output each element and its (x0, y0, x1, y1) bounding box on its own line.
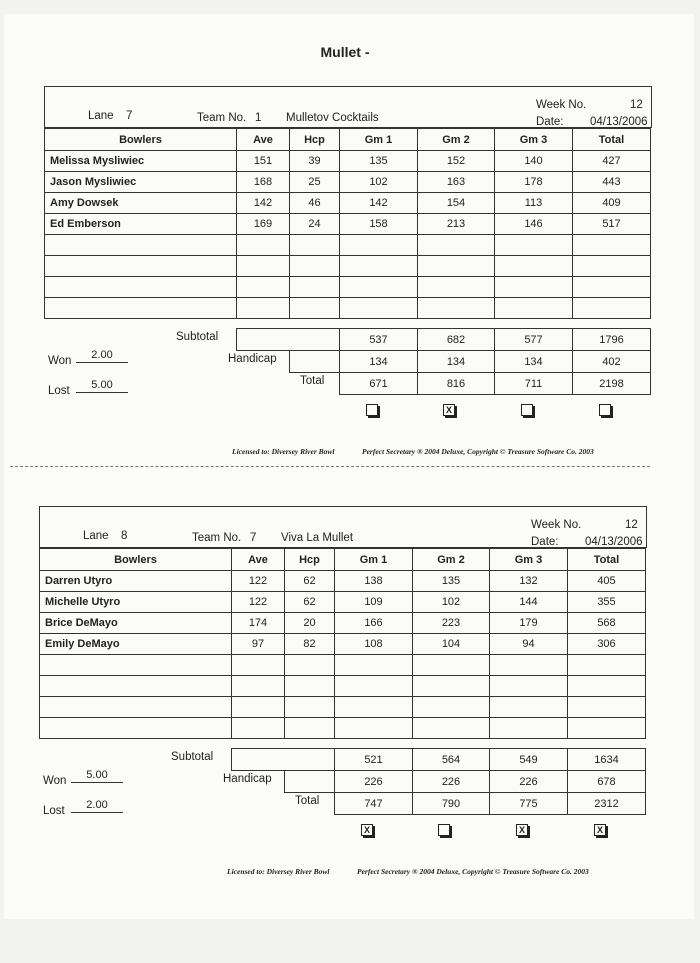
summary-table (334, 748, 646, 815)
score-ave (237, 277, 290, 298)
score-gm3 (490, 676, 568, 697)
score-ave (232, 676, 285, 697)
handicap-row-cell: 226 (413, 771, 490, 793)
score-gm1 (335, 697, 413, 718)
score-gm2 (418, 235, 495, 256)
score-total (573, 235, 651, 256)
total-row-cell: 671 (340, 373, 418, 395)
col-gm1-header: Gm 1 (340, 129, 418, 151)
score-gm1: 158 (340, 214, 418, 235)
handicap-row (335, 771, 646, 793)
score-gm2 (418, 277, 495, 298)
score-ave: 97 (232, 634, 285, 655)
team-no-value: 7 (250, 532, 257, 544)
score-gm1: 166 (335, 613, 413, 634)
score-gm3: 178 (495, 172, 573, 193)
score-gm3: 113 (495, 193, 573, 214)
score-hcp: 25 (290, 172, 340, 193)
score-gm1: 135 (340, 151, 418, 172)
score-gm3: 144 (490, 592, 568, 613)
score-ave: 142 (237, 193, 290, 214)
score-gm2: 102 (413, 592, 490, 613)
score-hcp: 82 (285, 634, 335, 655)
lane-label: Lane (83, 530, 109, 542)
subtotal-side-box (236, 328, 340, 351)
col-gm2-header: Gm 2 (418, 129, 495, 151)
bowler-row (40, 634, 646, 655)
col-ave-header: Ave (237, 129, 290, 151)
score-gm3 (490, 655, 568, 676)
score-ave (237, 256, 290, 277)
lane-label: Lane (88, 110, 114, 122)
total-row-cell: 816 (418, 373, 495, 395)
game-win-checkbox[interactable] (521, 404, 533, 416)
score-hcp (285, 718, 335, 739)
col-gm3-header: Gm 3 (490, 549, 568, 571)
subtotal-row-cell: 549 (490, 749, 568, 771)
score-gm1: 102 (340, 172, 418, 193)
score-gm3 (490, 697, 568, 718)
lane-value: 8 (121, 530, 128, 542)
score-gm1 (335, 655, 413, 676)
bowler-name: Melissa Mysliwiec (45, 151, 237, 172)
subtotal-label: Subtotal (176, 331, 219, 343)
total-row-cell: 711 (495, 373, 573, 395)
score-ave (232, 655, 285, 676)
license-text: Licensed to: Diversey River Bowl (227, 867, 330, 876)
handicap-row-cell: 678 (568, 771, 646, 793)
score-gm2 (413, 655, 490, 676)
col-total-header: Total (573, 129, 651, 151)
score-gm1: 109 (335, 592, 413, 613)
game-win-checkbox[interactable]: X (361, 824, 373, 836)
lane-value: 7 (126, 110, 133, 122)
score-total: 405 (568, 571, 646, 592)
empty-row (40, 676, 646, 697)
score-total: 568 (568, 613, 646, 634)
subtotal-row-cell: 564 (413, 749, 490, 771)
bowler-name (40, 655, 232, 676)
bowler-name (40, 718, 232, 739)
subtotal-label: Subtotal (171, 751, 214, 763)
score-gm3: 179 (490, 613, 568, 634)
col-gm2-header: Gm 2 (413, 549, 490, 571)
total-label: Total (300, 375, 325, 387)
bowler-row (40, 571, 646, 592)
subtotal-row-cell: 1634 (568, 749, 646, 771)
score-gm2: 163 (418, 172, 495, 193)
week-no-value: 12 (625, 519, 638, 531)
score-total: 443 (573, 172, 651, 193)
handicap-row-cell: 402 (573, 351, 651, 373)
score-hcp (290, 235, 340, 256)
bowler-row (45, 214, 651, 235)
date-value: 04/13/2006 (585, 536, 643, 548)
subtotal-row-cell: 682 (418, 329, 495, 351)
col-bowlers-header: Bowlers (45, 129, 237, 151)
score-gm1 (340, 235, 418, 256)
score-gm1 (340, 298, 418, 319)
score-ave: 122 (232, 571, 285, 592)
game-win-checkbox[interactable] (599, 404, 611, 416)
score-gm2 (418, 256, 495, 277)
score-total (568, 676, 646, 697)
score-gm1 (340, 256, 418, 277)
bowler-row (40, 613, 646, 634)
score-gm1: 108 (335, 634, 413, 655)
score-hcp (285, 655, 335, 676)
score-ave (237, 298, 290, 319)
handicap-side-box (284, 770, 335, 793)
bowler-name: Jason Mysliwiec (45, 172, 237, 193)
subtotal-row-cell: 1796 (573, 329, 651, 351)
score-hcp: 62 (285, 571, 335, 592)
game-win-checkbox[interactable]: X (516, 824, 528, 836)
score-total (568, 697, 646, 718)
handicap-row (340, 351, 651, 373)
score-total: 427 (573, 151, 651, 172)
bowler-name: Amy Dowsek (45, 193, 237, 214)
bowler-row (45, 172, 651, 193)
handicap-row-cell: 134 (495, 351, 573, 373)
score-gm3: 132 (490, 571, 568, 592)
col-gm1-header: Gm 1 (335, 549, 413, 571)
software-copyright: Perfect Secretary ® 2004 Deluxe, Copyright © Treasure Software Co. 2003 (357, 867, 589, 876)
empty-row (45, 256, 651, 277)
total-row-cell: 2312 (568, 793, 646, 815)
score-total (568, 655, 646, 676)
empty-row (45, 298, 651, 319)
score-hcp: 46 (290, 193, 340, 214)
bowler-name: Ed Emberson (45, 214, 237, 235)
team-name: Mulletov Cocktails (286, 112, 379, 124)
won-value: 5.00 (71, 769, 123, 783)
bowler-name (45, 256, 237, 277)
score-ave: 151 (237, 151, 290, 172)
bowler-table (44, 128, 651, 319)
score-gm2: 104 (413, 634, 490, 655)
total-row-cell: 2198 (573, 373, 651, 395)
score-hcp (290, 298, 340, 319)
empty-row (45, 235, 651, 256)
handicap-side-box (289, 350, 340, 373)
score-gm2: 152 (418, 151, 495, 172)
header-row (40, 549, 646, 571)
score-total (573, 277, 651, 298)
score-total (573, 256, 651, 277)
score-gm3 (495, 256, 573, 277)
bowler-name: Darren Utyro (40, 571, 232, 592)
score-gm1 (335, 676, 413, 697)
score-total: 409 (573, 193, 651, 214)
score-total (568, 718, 646, 739)
score-gm2 (418, 298, 495, 319)
date-label: Date: (536, 116, 564, 128)
team-no-label: Team No. (197, 112, 247, 124)
col-ave-header: Ave (232, 549, 285, 571)
score-gm2: 154 (418, 193, 495, 214)
bowler-row (45, 151, 651, 172)
won-value: 2.00 (76, 349, 128, 363)
empty-row (40, 655, 646, 676)
score-total: 355 (568, 592, 646, 613)
bowler-name: Michelle Utyro (40, 592, 232, 613)
score-gm2 (413, 676, 490, 697)
score-hcp: 39 (290, 151, 340, 172)
license-text: Licensed to: Diversey River Bowl (232, 447, 335, 456)
team-no-label: Team No. (192, 532, 242, 544)
score-gm3: 140 (495, 151, 573, 172)
score-total: 517 (573, 214, 651, 235)
total-row-cell: 790 (413, 793, 490, 815)
score-gm1 (340, 277, 418, 298)
game-win-checkbox[interactable]: X (594, 824, 606, 836)
team-no-value: 1 (255, 112, 262, 124)
score-ave: 169 (237, 214, 290, 235)
total-row (340, 373, 651, 395)
score-hcp: 24 (290, 214, 340, 235)
subtotal-side-box (231, 748, 335, 771)
cut-line (10, 466, 650, 467)
won-label: Won (43, 775, 67, 787)
score-ave (232, 718, 285, 739)
handicap-row-cell: 226 (335, 771, 413, 793)
bowler-name: Emily DeMayo (40, 634, 232, 655)
score-gm3: 94 (490, 634, 568, 655)
summary-table (339, 328, 651, 395)
score-gm3 (495, 298, 573, 319)
bowler-table (39, 548, 646, 739)
score-gm1: 138 (335, 571, 413, 592)
total-row (335, 793, 646, 815)
score-hcp (285, 697, 335, 718)
bowler-row (45, 193, 651, 214)
score-ave (232, 697, 285, 718)
score-hcp (285, 676, 335, 697)
empty-row (40, 697, 646, 718)
score-hcp (290, 277, 340, 298)
score-hcp: 20 (285, 613, 335, 634)
handicap-label: Handicap (223, 773, 272, 785)
total-row-cell: 747 (335, 793, 413, 815)
score-gm3 (495, 235, 573, 256)
bowler-name: Brice DeMayo (40, 613, 232, 634)
handicap-row-cell: 134 (418, 351, 495, 373)
score-gm2: 223 (413, 613, 490, 634)
score-gm3: 146 (495, 214, 573, 235)
score-gm2: 135 (413, 571, 490, 592)
lost-value: 5.00 (76, 379, 128, 393)
total-row-cell: 775 (490, 793, 568, 815)
lost-label: Lost (43, 805, 65, 817)
subtotal-row (340, 329, 651, 351)
empty-row (40, 718, 646, 739)
game-win-checkbox[interactable] (438, 824, 450, 836)
col-hcp-header: Hcp (285, 549, 335, 571)
col-hcp-header: Hcp (290, 129, 340, 151)
score-gm3 (495, 277, 573, 298)
col-bowlers-header: Bowlers (40, 549, 232, 571)
week-no-value: 12 (630, 99, 643, 111)
header-row (45, 129, 651, 151)
subtotal-row (335, 749, 646, 771)
score-ave: 174 (232, 613, 285, 634)
bowler-name (45, 235, 237, 256)
bowler-row (40, 592, 646, 613)
col-gm3-header: Gm 3 (495, 129, 573, 151)
score-total: 306 (568, 634, 646, 655)
score-gm1 (335, 718, 413, 739)
won-label: Won (48, 355, 72, 367)
score-hcp: 62 (285, 592, 335, 613)
subtotal-row-cell: 577 (495, 329, 573, 351)
game-win-checkbox[interactable]: X (443, 404, 455, 416)
bowler-name (45, 298, 237, 319)
score-ave: 168 (237, 172, 290, 193)
document-title: Mullet - (320, 44, 370, 60)
empty-row (45, 277, 651, 298)
week-no-label: Week No. (531, 519, 582, 531)
date-value: 04/13/2006 (590, 116, 648, 128)
lost-value: 2.00 (71, 799, 123, 813)
date-label: Date: (531, 536, 559, 548)
bowler-name (45, 277, 237, 298)
handicap-row-cell: 134 (340, 351, 418, 373)
subtotal-row-cell: 537 (340, 329, 418, 351)
bowler-name (40, 676, 232, 697)
score-total (573, 298, 651, 319)
game-win-checkbox[interactable] (366, 404, 378, 416)
week-no-label: Week No. (536, 99, 587, 111)
score-gm2 (413, 697, 490, 718)
col-total-header: Total (568, 549, 646, 571)
software-copyright: Perfect Secretary ® 2004 Deluxe, Copyright © Treasure Software Co. 2003 (362, 447, 594, 456)
lost-label: Lost (48, 385, 70, 397)
score-gm2 (413, 718, 490, 739)
score-hcp (290, 256, 340, 277)
bowler-name (40, 697, 232, 718)
score-ave: 122 (232, 592, 285, 613)
team-name: Viva La Mullet (281, 532, 354, 544)
score-ave (237, 235, 290, 256)
subtotal-row-cell: 521 (335, 749, 413, 771)
score-gm1: 142 (340, 193, 418, 214)
score-gm2: 213 (418, 214, 495, 235)
handicap-row-cell: 226 (490, 771, 568, 793)
total-label: Total (295, 795, 320, 807)
handicap-label: Handicap (228, 353, 277, 365)
score-gm3 (490, 718, 568, 739)
